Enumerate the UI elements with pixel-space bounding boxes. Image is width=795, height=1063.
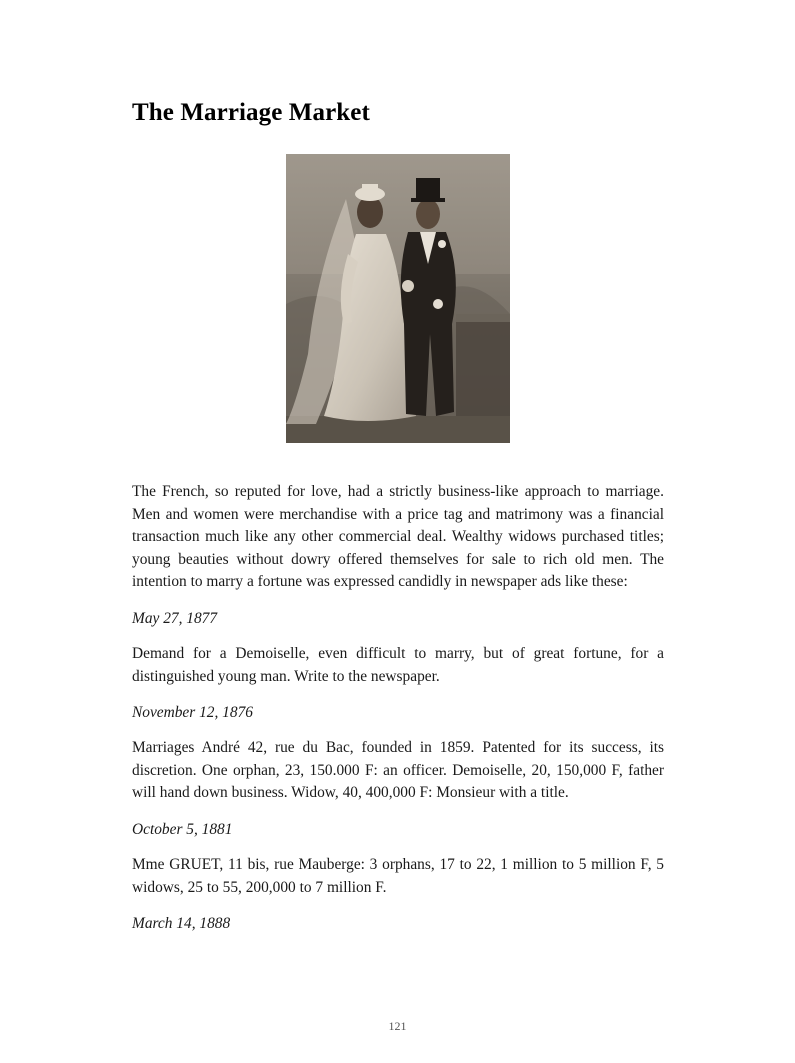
ad-text: Demand for a Demoiselle, even difficult to marry, but of great fortune, for a distinguished young man. Write to the newspaper.: [132, 644, 664, 685]
ad-text: Mme GRUET, 11 bis, rue Mauberge: 3 orphans, 17 to 22, 1 million to 5 million F, 5 widows, 25 to 55, 200,000 to 7 million F.: [132, 855, 664, 896]
ad-date: October 5, 1881: [132, 820, 233, 838]
ad-date: November 12, 1876: [132, 704, 253, 722]
wedding-photo-illustration: [286, 154, 510, 443]
intro-paragraph: The French, so reputed for love, had a strictly business-like approach to marriage. Men and women were merchandise with a price tag and matrimony was a financial transaction much like any other commercial deal. Wealthy widows purchased titles; young beauties without dowry offered themselves for sale to rich old men. The intention to marry a fortune was expressed candidly in newspaper ads like these:: [132, 483, 664, 591]
ad-text: Marriages André 42, rue du Bac, founded in 1859. Patented for its success, its discretion. One orphan, 23, 150.000 F: an officer. Demoiselle, 20, 150,000 F, father will hand down business. Widow, 40, 400,000 F: Monsieur with a title.: [132, 739, 664, 802]
wedding-photograph: [286, 154, 510, 443]
article-body: [132, 481, 664, 948]
ad-date: May 27, 1877: [132, 609, 218, 627]
page-number: 121: [388, 1019, 407, 1033]
ad-date: March 14, 1888: [132, 915, 231, 933]
page-title: The Marriage Market: [132, 99, 370, 126]
